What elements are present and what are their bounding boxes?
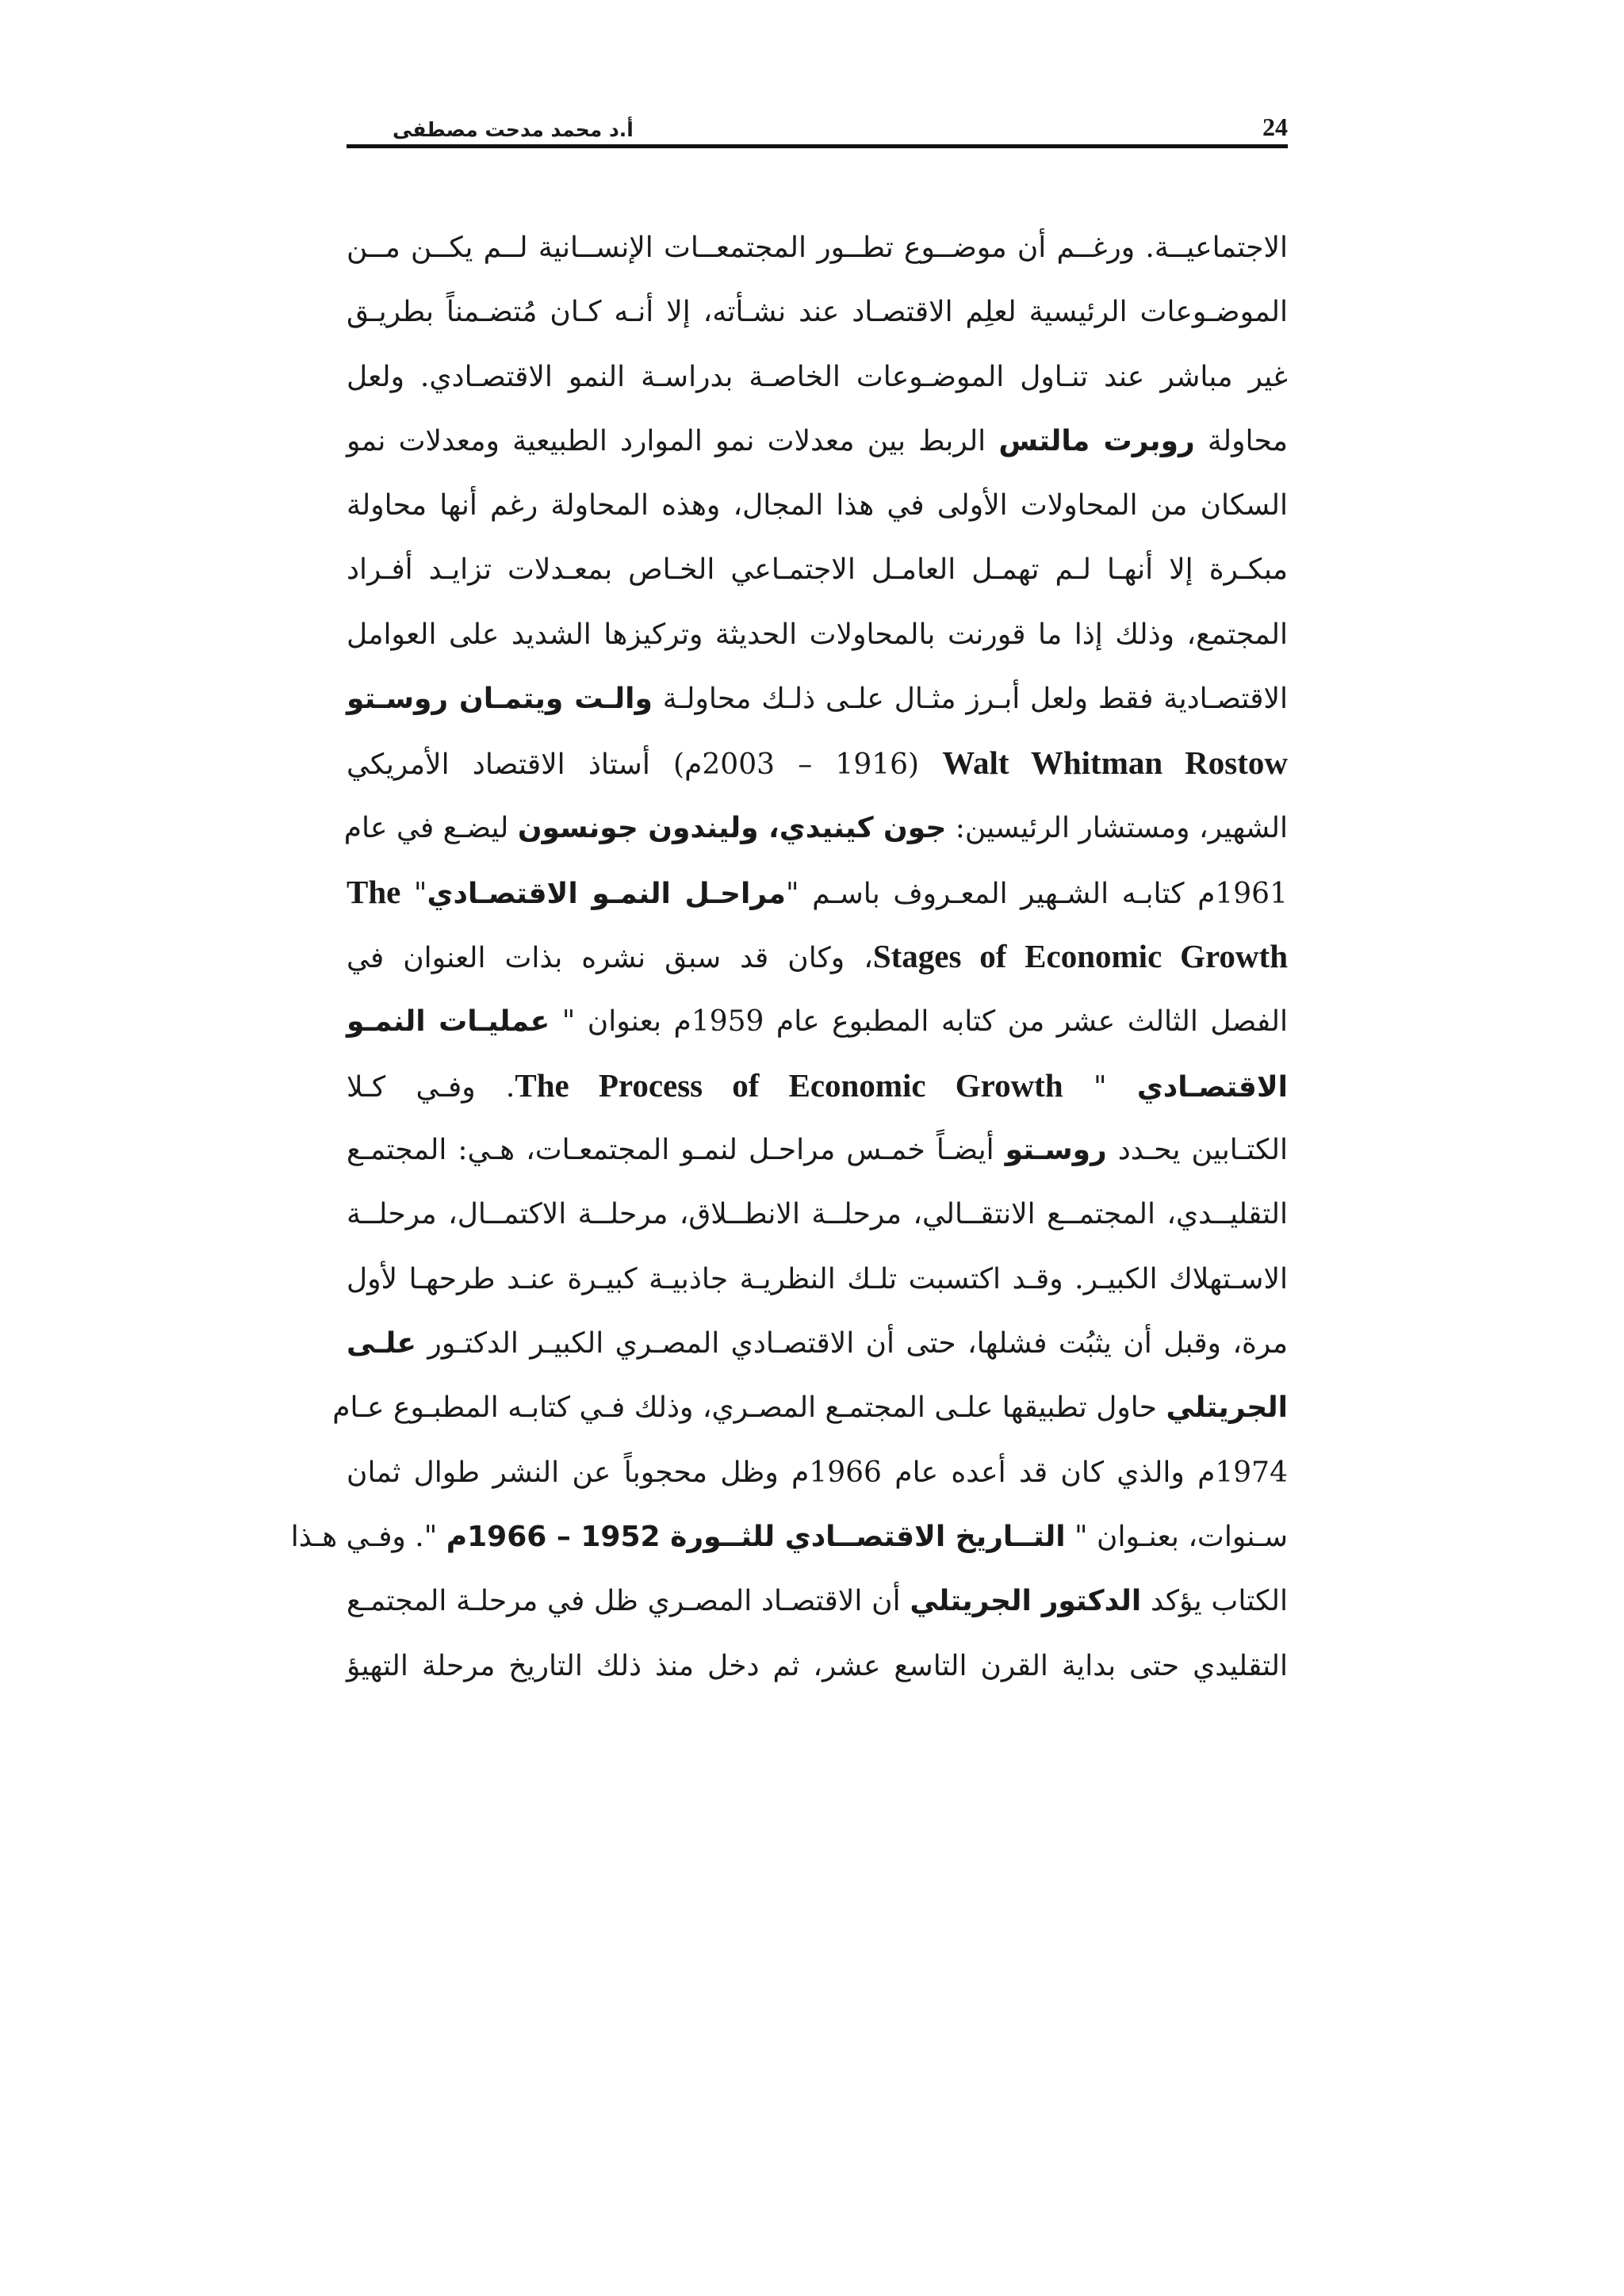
bold-text-run: الاقتصـادي bbox=[1136, 1070, 1288, 1104]
text-line bbox=[347, 216, 1288, 280]
text-line bbox=[347, 1247, 1288, 1311]
page-number: 24 bbox=[1262, 113, 1288, 141]
text-run: الاسـتهلاك الكبيـر. وقـد اكتسبت تلـك النظريـة جاذبيـة كبيـرة عنـد طرحهـا لأول bbox=[347, 1262, 1288, 1295]
text-run: ليضـع في عام bbox=[343, 811, 518, 844]
text-run: المجتمع، وذلك إذا ما قورنت بالمحاولات الحديثة وتركيزها الشديد على العوامل bbox=[347, 618, 1288, 651]
text-line bbox=[347, 1118, 1288, 1182]
text-run: 1974م والذي كان قد أعده عام 1966م وظل محجوباً عن النشر طوال ثمان bbox=[347, 1456, 1288, 1489]
bold-text-run: The Process of Economic Growth bbox=[515, 1066, 1063, 1104]
bold-text-run: التــاريخ الاقتصــادي للثــورة 1952 – 1966م bbox=[446, 1520, 1066, 1553]
bold-text-run: Walt Whitman Rostow bbox=[942, 744, 1288, 782]
text-run: الكتـابين يحـدد bbox=[1106, 1134, 1289, 1167]
text-line bbox=[347, 345, 1288, 409]
text-run: (1916 – 2003م) أستاذ الاقتصاد الأمريكي bbox=[347, 748, 943, 782]
text-line bbox=[347, 603, 1288, 667]
text-run: حاول تطبيقها علـى المجتمـع المصـري، وذلك فـي كتابـه المطبـوع عـام bbox=[332, 1391, 1166, 1425]
bold-text-run: مراحـل النمـو الاقتصـادي bbox=[427, 877, 786, 910]
text-line bbox=[347, 667, 1288, 731]
text-run: التقليدي حتى بداية القرن التاسع عشر، ثم دخل منذ ذلك التاريخ مرحلة التهيؤ bbox=[347, 1649, 1288, 1682]
text-run: الفصل الثالث عشر من كتابه المطبوع عام 1959م بعنوان " bbox=[550, 1004, 1289, 1038]
text-run: مبكـرة إلا أنهـا لـم تهمـل العامـل الاجتمـاعي الخـاص بمعـدلات تزايـد أفـراد bbox=[347, 553, 1288, 587]
text-line bbox=[290, 1505, 1288, 1569]
text-run: ، وكان قد سبق نشره بذات العنوان في bbox=[347, 942, 873, 975]
page-header bbox=[347, 103, 1288, 147]
text-line bbox=[347, 1054, 1288, 1118]
bold-text-run: الدكتور الجريتلي bbox=[910, 1585, 1142, 1618]
text-line bbox=[347, 280, 1288, 344]
text-line bbox=[343, 796, 1288, 860]
bold-text-run: روسـتو bbox=[1005, 1134, 1107, 1167]
text-run: . وفـي كـلا bbox=[347, 1070, 515, 1104]
body-paragraph bbox=[290, 216, 1289, 1698]
text-line bbox=[347, 1311, 1288, 1376]
text-line bbox=[347, 409, 1288, 473]
bold-text-run: الجريتلي bbox=[1166, 1391, 1288, 1425]
text-line bbox=[347, 989, 1288, 1054]
text-run: التقليــدي، المجتمــع الانتقــالي، مرحلــة الانطــلاق، مرحلــة الاكتمــال، مرحلــة bbox=[347, 1198, 1288, 1231]
text-line bbox=[347, 1634, 1288, 1698]
bold-text-run: روبرت مالتس bbox=[998, 424, 1195, 457]
text-run: " bbox=[400, 877, 427, 910]
bold-text-run: علـى bbox=[347, 1327, 417, 1360]
text-run: مرة، وقبل أن يثبُت فشلها، حتى أن الاقتصـادي المصـري الكبيـر الدكتـور bbox=[416, 1327, 1288, 1360]
author-name: أ.د محمد مدحت مصطفى bbox=[393, 118, 634, 141]
text-run: أيضـاً خمـس مراحـل لنمـو المجتمعـات، هـي: المجتمـع bbox=[347, 1134, 1005, 1167]
text-run: ". وفـي هـذا bbox=[290, 1520, 446, 1553]
text-line bbox=[347, 1441, 1288, 1505]
text-run: " bbox=[1063, 1070, 1137, 1104]
text-run: الاجتماعيــة. ورغــم أن موضــوع تطــور المجتمعــات الإنســانية لــم يكــن مــن bbox=[347, 232, 1288, 264]
text-run: محاولة bbox=[1194, 424, 1288, 457]
bold-text-run: جون كينيدي، وليندون جونسون bbox=[517, 811, 947, 844]
text-line bbox=[347, 1182, 1288, 1246]
text-run: الشهير، ومستشار الرئيسين: bbox=[946, 811, 1288, 844]
text-line bbox=[347, 538, 1288, 602]
header-divider bbox=[347, 144, 1288, 148]
text-run: غير مباشر عند تنـاول الموضـوعات الخاصـة بدراسـة النمو الاقتصـادي. ولعل bbox=[347, 360, 1288, 393]
text-run: الربط بين معدلات نمو الموارد الطبيعية ومعدلات نمو bbox=[347, 424, 999, 457]
text-run: الكتاب يؤكد bbox=[1141, 1585, 1288, 1618]
text-run: الاقتصـادية فقط ولعل أبـرز مثـال علـى ذلـك محاولـة bbox=[652, 683, 1289, 716]
bold-text-run: The bbox=[347, 873, 401, 910]
text-line bbox=[347, 1569, 1288, 1633]
text-line bbox=[332, 1376, 1288, 1440]
text-run: السكان من المحاولات الأولى في هذا المجال، وهذه المحاولة رغم أنها محاولة bbox=[347, 489, 1288, 522]
text-run: أن الاقتصـاد المصـري ظل في مرحلـة المجتمـع bbox=[347, 1585, 910, 1618]
text-run: سـنوات، بعنـوان " bbox=[1065, 1520, 1288, 1553]
text-line bbox=[347, 860, 1288, 924]
bold-text-run: عمليـات النمـو bbox=[347, 1004, 550, 1038]
bold-text-run: والـت ويتمـان روسـتو bbox=[347, 683, 653, 716]
text-line bbox=[347, 473, 1288, 538]
text-run: الموضـوعات الرئيسية لعلِم الاقتصـاد عند نشـأته، إلا أنـه كـان مُتضـمناً بطريـق bbox=[347, 296, 1288, 329]
text-run: 1961م كتابـه الشـهير المعـروف باسـم " bbox=[785, 877, 1288, 910]
text-line bbox=[347, 924, 1288, 989]
text-line bbox=[347, 731, 1288, 795]
bold-text-run: Stages of Economic Growth bbox=[872, 938, 1288, 975]
